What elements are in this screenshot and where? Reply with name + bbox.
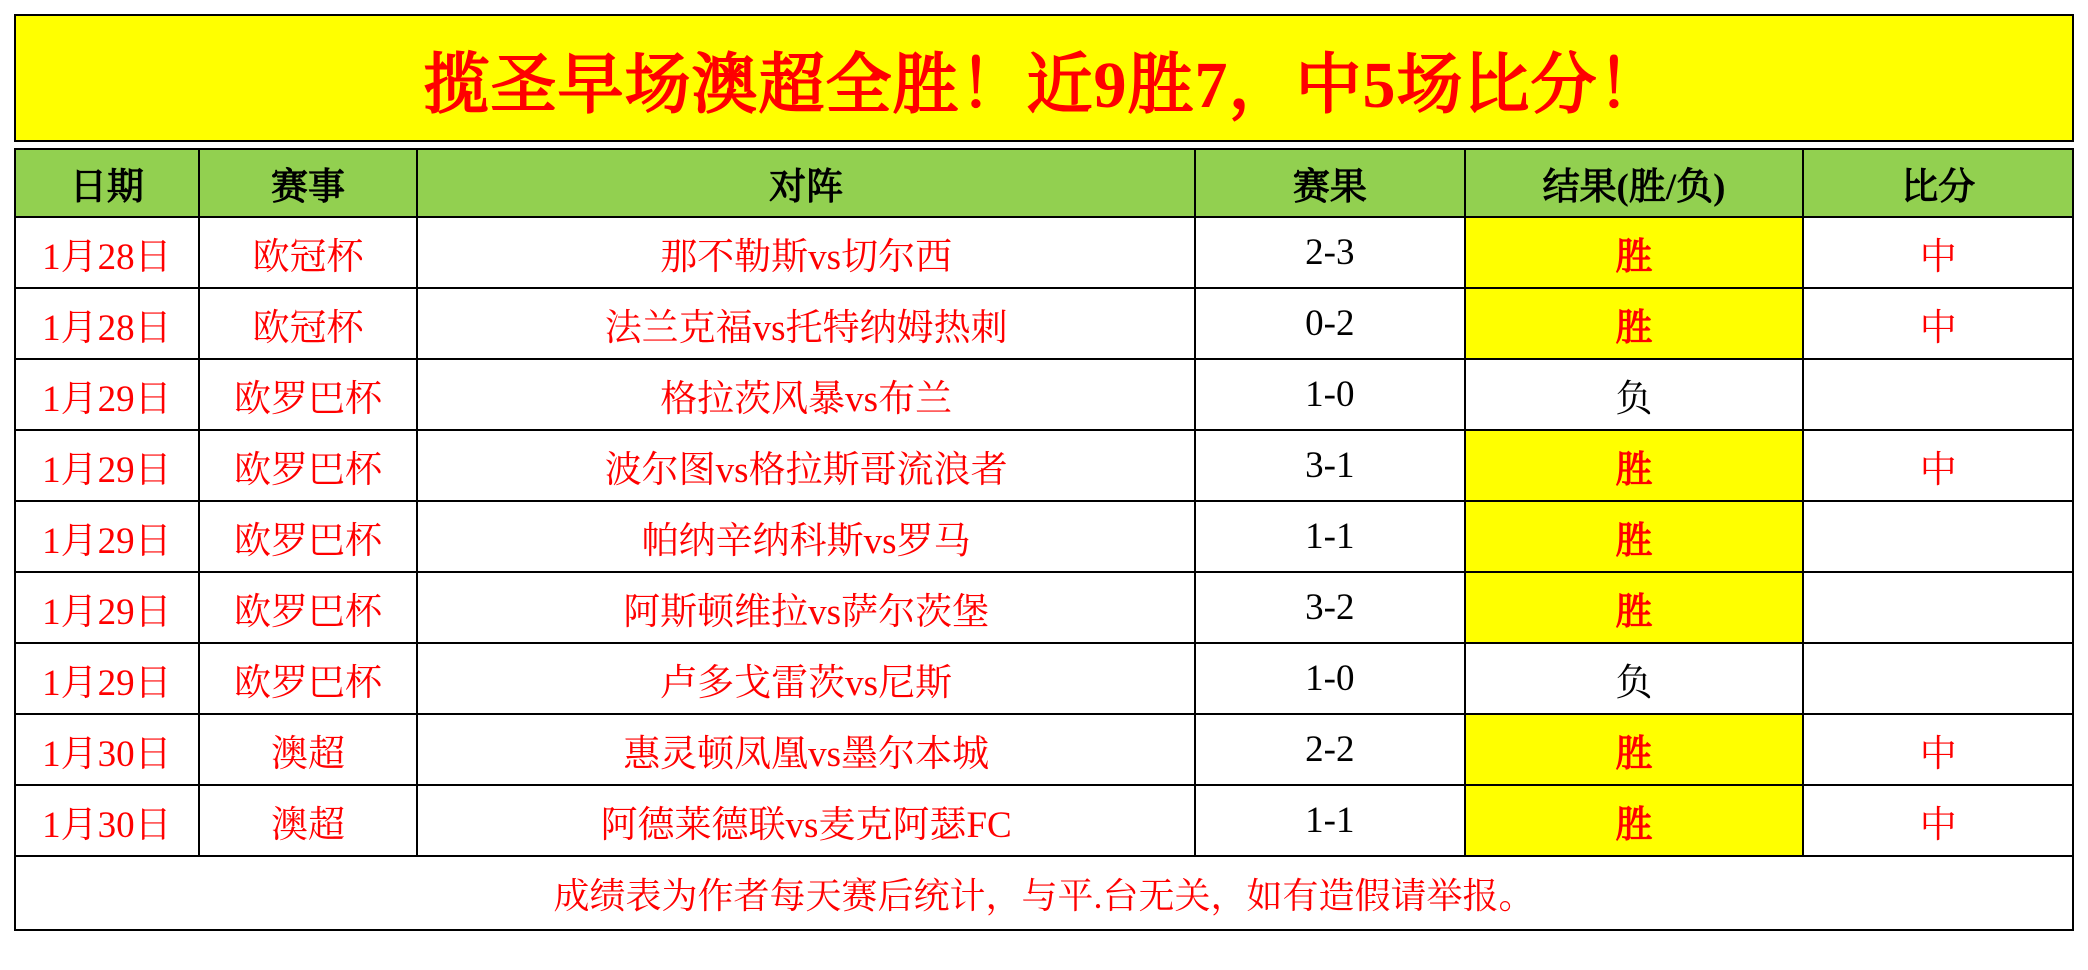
cell-score: 0-2 [1195, 288, 1465, 359]
disclaimer-text: 成绩表为作者每天赛后统计，与平.台无关，如有造假请举报。 [15, 856, 2073, 930]
cell-match: 惠灵顿凤凰vs墨尔本城 [417, 714, 1195, 785]
cell-score: 3-1 [1195, 430, 1465, 501]
table-row [15, 359, 2073, 430]
cell-result: 负 [1465, 359, 1804, 430]
cell-result: 胜 [1465, 572, 1804, 643]
column-header-league: 赛事 [199, 149, 417, 217]
cell-result: 胜 [1465, 785, 1804, 856]
column-header-hit: 比分 [1803, 149, 2073, 217]
cell-league: 澳超 [199, 714, 417, 785]
cell-hit: 中 [1803, 217, 2073, 288]
cell-date: 1月29日 [15, 430, 199, 501]
cell-date: 1月30日 [15, 714, 199, 785]
column-header-date: 日期 [15, 149, 199, 217]
table-row [15, 430, 2073, 501]
cell-result: 负 [1465, 643, 1804, 714]
table-body [15, 217, 2073, 930]
cell-date: 1月29日 [15, 643, 199, 714]
cell-match: 那不勒斯vs切尔西 [417, 217, 1195, 288]
cell-score: 1-0 [1195, 643, 1465, 714]
cell-hit: 中 [1803, 714, 2073, 785]
table-row [15, 501, 2073, 572]
header-row [15, 149, 2073, 217]
cell-score: 1-1 [1195, 785, 1465, 856]
cell-match: 卢多戈雷茨vs尼斯 [417, 643, 1195, 714]
cell-score: 1-0 [1195, 359, 1465, 430]
cell-date: 1月29日 [15, 572, 199, 643]
table-row [15, 643, 2073, 714]
cell-hit [1803, 359, 2073, 430]
cell-league: 欧罗巴杯 [199, 359, 417, 430]
cell-hit [1803, 572, 2073, 643]
cell-result: 胜 [1465, 288, 1804, 359]
cell-date: 1月28日 [15, 217, 199, 288]
cell-hit: 中 [1803, 288, 2073, 359]
cell-score: 1-1 [1195, 501, 1465, 572]
results-table [14, 148, 2074, 931]
page-title: 揽圣早场澳超全胜！近9胜7，中5场比分！ [423, 48, 1665, 122]
cell-score: 2-2 [1195, 714, 1465, 785]
cell-result: 胜 [1465, 501, 1804, 572]
cell-match: 格拉茨风暴vs布兰 [417, 359, 1195, 430]
cell-result: 胜 [1465, 714, 1804, 785]
column-header-result: 结果(胜/负) [1465, 149, 1804, 217]
table-row [15, 217, 2073, 288]
cell-league: 欧冠杯 [199, 288, 417, 359]
cell-league: 欧罗巴杯 [199, 430, 417, 501]
cell-date: 1月28日 [15, 288, 199, 359]
cell-match: 法兰克福vs托特纳姆热刺 [417, 288, 1195, 359]
table-row [15, 785, 2073, 856]
cell-league: 欧罗巴杯 [199, 572, 417, 643]
column-header-match: 对阵 [417, 149, 1195, 217]
cell-match: 波尔图vs格拉斯哥流浪者 [417, 430, 1195, 501]
cell-date: 1月29日 [15, 501, 199, 572]
cell-date: 1月30日 [15, 785, 199, 856]
cell-result: 胜 [1465, 430, 1804, 501]
cell-league: 澳超 [199, 785, 417, 856]
table-header [15, 149, 2073, 217]
cell-league: 欧冠杯 [199, 217, 417, 288]
cell-match: 阿斯顿维拉vs萨尔茨堡 [417, 572, 1195, 643]
cell-hit: 中 [1803, 430, 2073, 501]
cell-date: 1月29日 [15, 359, 199, 430]
cell-score: 3-2 [1195, 572, 1465, 643]
table-row [15, 288, 2073, 359]
column-header-score: 赛果 [1195, 149, 1465, 217]
cell-hit [1803, 501, 2073, 572]
cell-match: 阿德莱德联vs麦克阿瑟FC [417, 785, 1195, 856]
cell-hit [1803, 643, 2073, 714]
footer-row [15, 856, 2073, 930]
cell-score: 2-3 [1195, 217, 1465, 288]
cell-league: 欧罗巴杯 [199, 643, 417, 714]
table-row [15, 714, 2073, 785]
cell-match: 帕纳辛纳科斯vs罗马 [417, 501, 1195, 572]
cell-hit: 中 [1803, 785, 2073, 856]
cell-result: 胜 [1465, 217, 1804, 288]
cell-league: 欧罗巴杯 [199, 501, 417, 572]
table-row [15, 572, 2073, 643]
title-banner [14, 14, 2074, 142]
